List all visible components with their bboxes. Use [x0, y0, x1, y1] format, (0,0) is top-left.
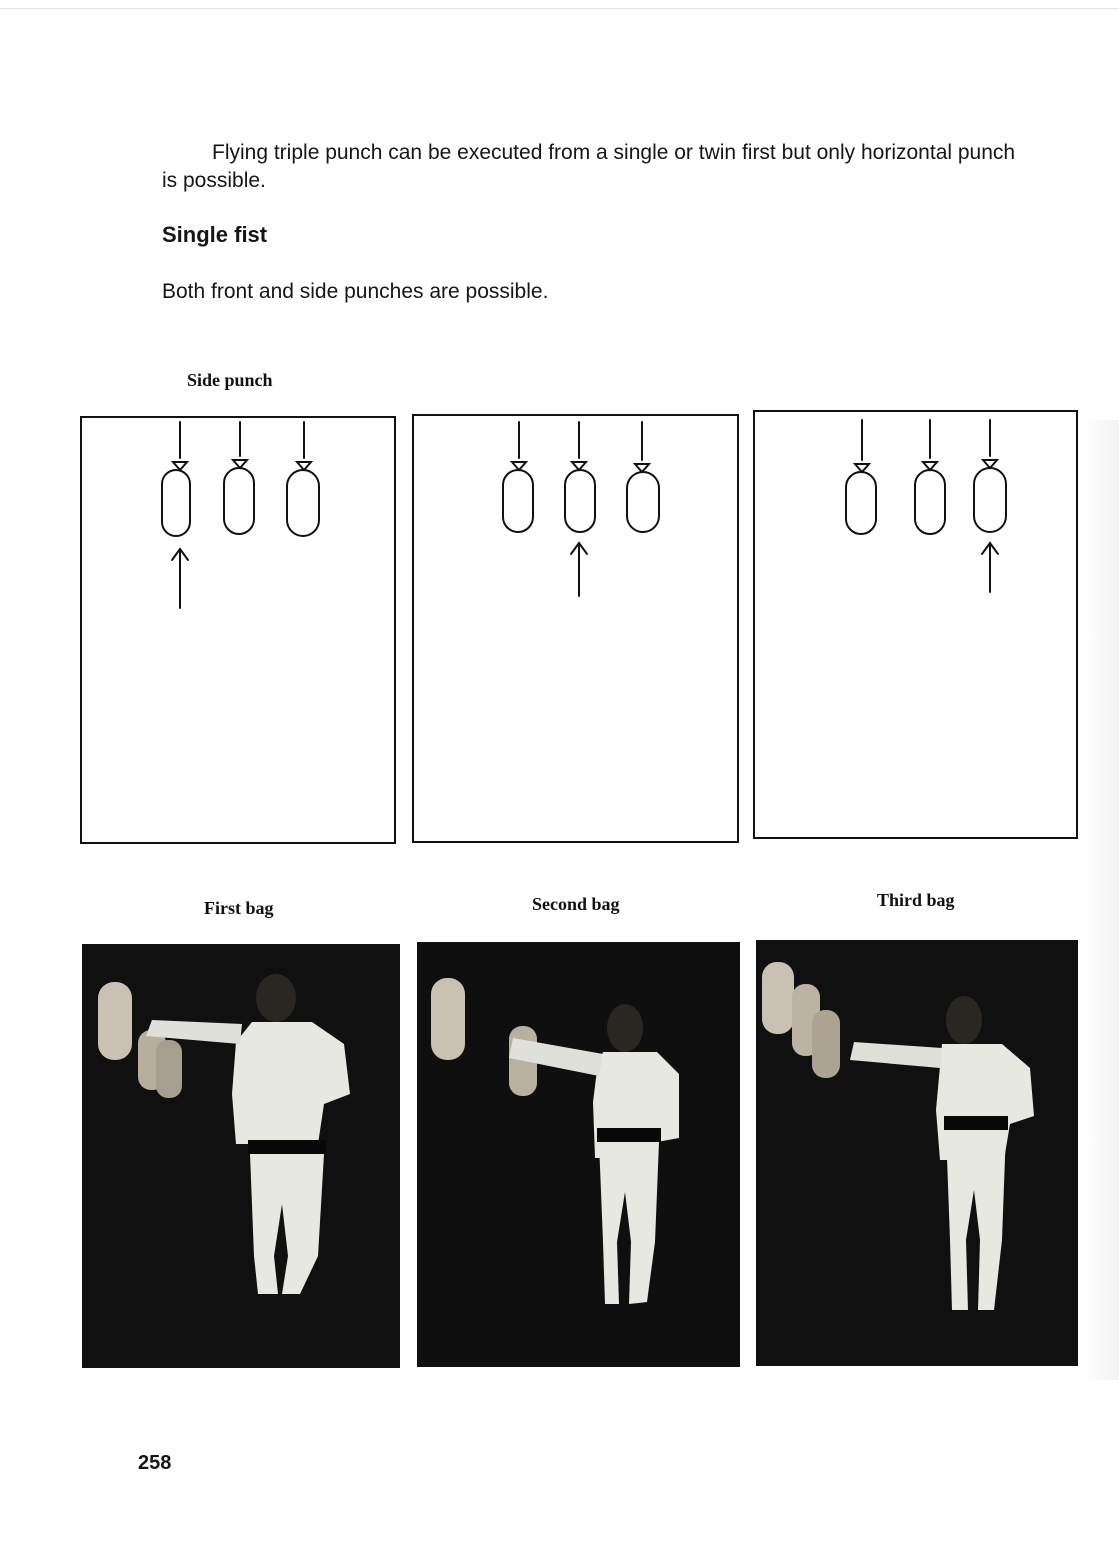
bags-diagram-second — [414, 416, 741, 845]
photo-caption-third: Third bag — [877, 890, 955, 910]
photo-third-bag — [756, 940, 1078, 1366]
diagram-panel-second-bag — [412, 414, 739, 843]
body-paragraph: Both front and side punches are possible. — [162, 280, 549, 303]
photo-second-bag — [417, 942, 740, 1367]
intro-text: Flying triple punch can be executed from a single or twin first but only horizontal punch is possible. — [162, 141, 1016, 192]
diagram-panel-first-bag — [80, 416, 396, 844]
intro-paragraph — [162, 139, 1022, 195]
page-number: 258 — [138, 1452, 172, 1474]
top-edge-rule — [0, 8, 1119, 9]
diagram-panel-third-bag — [753, 410, 1078, 839]
page-edge-shadow — [1085, 420, 1119, 1380]
photo-first-bag — [82, 944, 400, 1368]
photo-caption-first: First bag — [204, 898, 274, 918]
bags-diagram-first — [82, 418, 398, 846]
bags-diagram-third — [755, 412, 1080, 841]
martial-artist-figure-third — [756, 940, 1078, 1366]
martial-artist-figure-first — [82, 944, 400, 1368]
martial-artist-figure-second — [417, 942, 740, 1367]
photo-caption-second: Second bag — [532, 894, 620, 914]
diagram-caption: Side punch — [187, 370, 273, 390]
section-heading: Single fist — [162, 222, 268, 247]
